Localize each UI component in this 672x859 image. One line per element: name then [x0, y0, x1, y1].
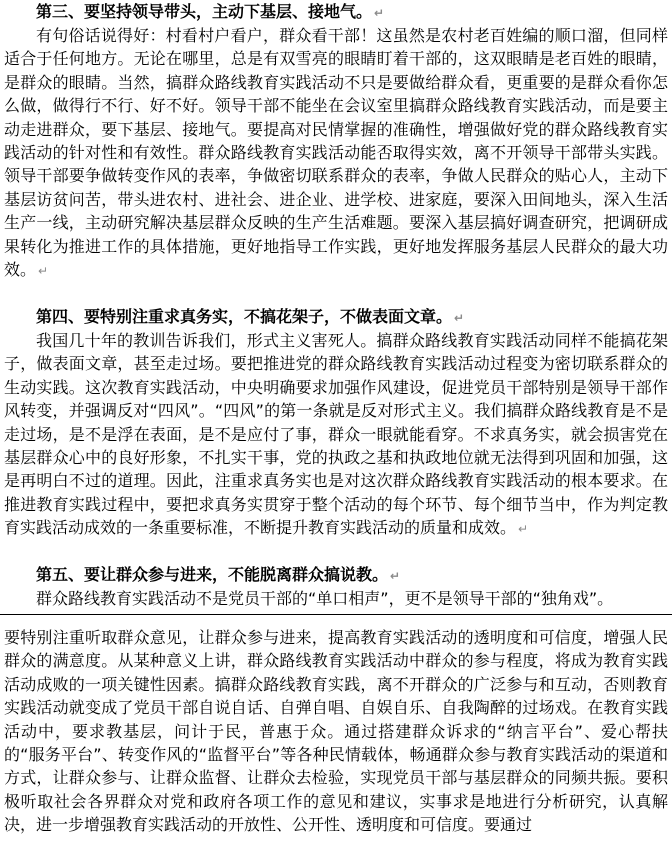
section-5-paragraph-text: 群众路线教育实践活动不是党员干部的“单口相声”，更不是领导干部的“独角戏”。 — [36, 589, 614, 608]
paragraph-mark-icon: ↵ — [454, 311, 465, 325]
section-4-heading — [0, 305, 672, 329]
paragraph-mark-icon: ↵ — [374, 6, 385, 20]
section-5-heading — [0, 563, 672, 587]
section-5-heading-text: 第五、要让群众参与进来，不能脱离群众搞说教。 — [36, 565, 389, 584]
section-4-paragraph-text: 我国几十年的教训告诉我们，形式主义害死人。搞群众路线教育实践活动同样不能搞花架子，做表面文章，甚至走过场。要把推进党的群众路线教育实践活动过程变为密切联系群众的生动实践。这次教育实践活动，中央明确要求加强作风建设，促进党员干部特别是领导干部作风转变，并强调反对“四风”。“四风”的第一条就是反对形式主义。我们搞群众路线教育是不是走过场，是不是浮在表面，是不是应付了事，群众一眼就能看穿。不求真务实，就会损害党在基层群众心中的良好形象，不扎实干事，党的执政之基和执政地位就无法得到巩固和加强，这是再明白不过的道理。因此，注重求真务实也是对这次群众路线教育实践活动的根本要求。在推进教育实践过程中，要把求真务实贯穿于整个活动的每个环节、每个细节当中，作为判定教育实践活动成效的一条重要标准，不断提升教育实践活动的质量和成效。 — [4, 331, 668, 538]
section-4-paragraph — [0, 329, 672, 563]
section-3-paragraph — [0, 24, 672, 305]
section-4-heading-text: 第四、要特别注重求真务实，不搞花架子，不做表面文章。 — [36, 307, 453, 326]
section-3-heading-text: 第三、要坚持领导带头，主动下基层、接地气。 — [36, 2, 373, 21]
continuation-paragraph — [0, 626, 672, 859]
section-3-paragraph-text: 有句俗话说得好：村看村户看户，群众看干部！这虽然是农村老百姓编的顺口溜，但同样适合于任何地方。无论在哪里，总是有双雪亮的眼睛盯着干部的，这双眼睛是老百姓的眼睛，是群众的眼睛。当然，搞群众路线教育实践活动不只是要做给群众看，更重要的是群众看你怎么做，做得行不行、好不好。领导干部不能坐在会议室里搞群众路线教育实践活动，而是要主动走进群众，要下基层、接地气。要提高对民情掌握的准确性，增强做好党的群众路线教育实践活动的针对性和有效性。群众路线教育实践活动能否取得实效，离不开领导干部带头实践。领导干部要争做转变作风的表率，争做密切联系群众的表率，争做人民群众的贴心人，主动下基层访贫问苦，带头进农村、进社会、进企业、进学校、进家庭，要深入田间地头，深入生活生产一线，主动研究解决基层群众反映的生产生活难题。要深入基层搞好调查研究，把调研成果转化为推进工作的具体措施，更好地指导工作实践，更好地发挥服务基层人民群众的最大功效。 — [4, 26, 668, 280]
paragraph-mark-icon: ↵ — [390, 569, 401, 583]
continuation-paragraph-text: 要特别注重听取群众意见，让群众参与进来，提高教育实践活动的透明度和可信度，增强人民群众的满意度。从某种意义上讲，群众路线教育实践活动中群众的参与程度，将成为教育实践活动成败的一项关键性因素。搞群众路线教育实践，离不开群众的广泛参与和互动，否则教育实践活动就变成了党员干部自说自话、自弹自唱、自娱自乐、自我陶醉的过场戏。在教育实践活动中，要求教基层，问计于民，普惠于众。通过搭建群众诉求的“纳言平台”、爱心帮扶的“服务平台”、转变作风的“监督平台”等各种民情载体，畅通群众参与教育实践活动的渠道和方式，让群众参与、让群众监督、让群众去检验，实现党员干部与基层群众的同频共振。要积极听取社会各界群众对党和政府各项工作的意见和建议，实事求是地进行分析研究，认真解决，进一步增强教育实践活动的开放性、公开性、透明度和可信度。要通过 — [4, 628, 668, 835]
section-5-paragraph — [0, 587, 672, 611]
paragraph-mark-icon: ↵ — [38, 264, 49, 279]
page-break-divider — [0, 614, 672, 615]
page-lower-section — [0, 626, 672, 859]
section-3-heading — [0, 0, 672, 24]
paragraph-mark-icon: ↵ — [518, 522, 529, 537]
